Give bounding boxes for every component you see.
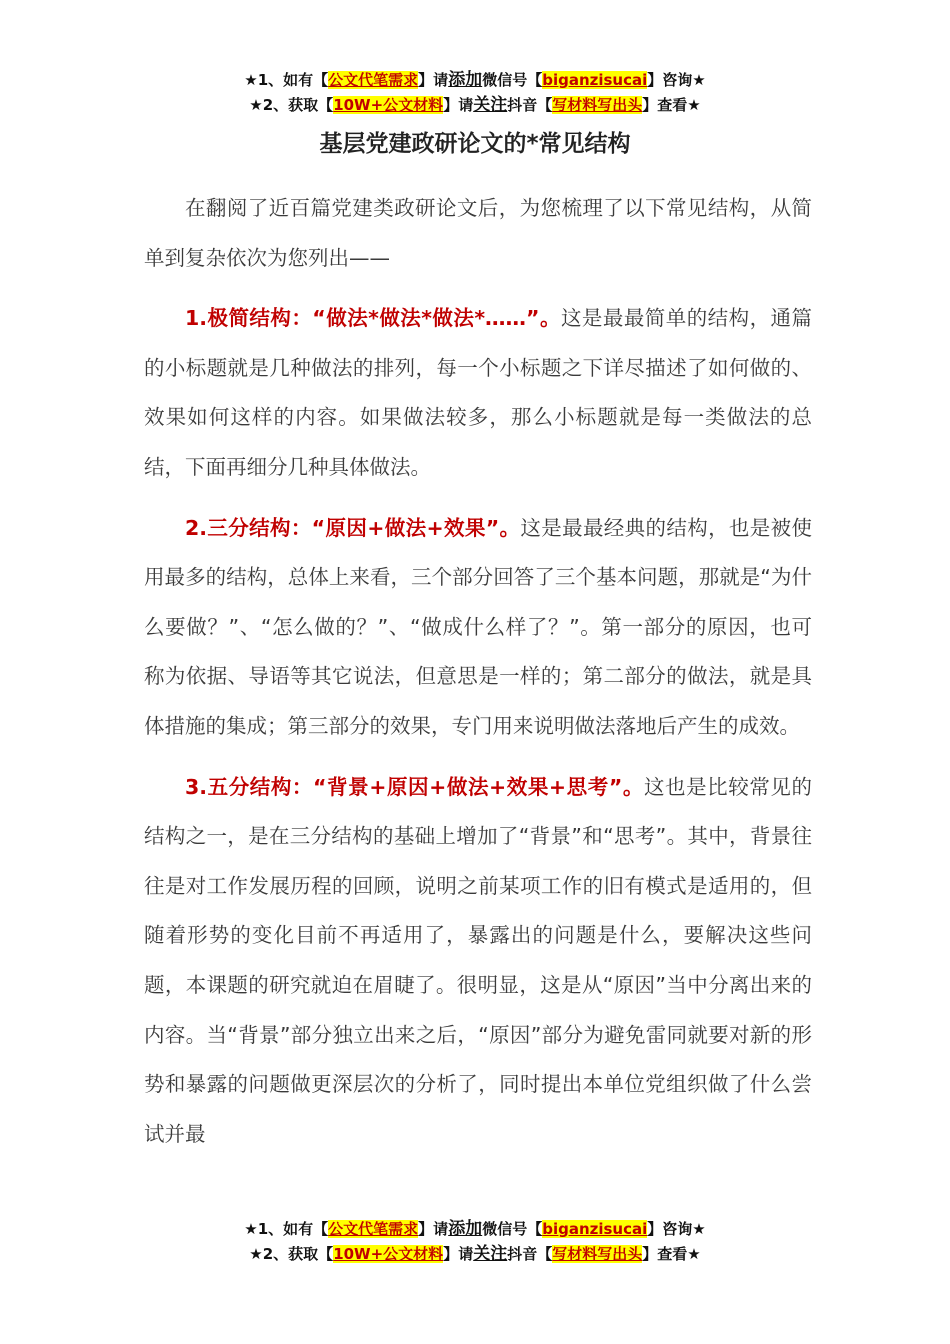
section-heading: 3.五分结构：“背景+原因+做法+效果+思考”。 bbox=[185, 774, 644, 799]
promo-highlight: 10W+公文材料 bbox=[333, 1245, 444, 1263]
promo-line-1: ★1、如有【公文代笔需求】请添加微信号【biganzisucai】咨询★ bbox=[244, 70, 706, 90]
section-paragraph bbox=[144, 763, 812, 1160]
promo-highlight: 10W+公文材料 bbox=[333, 96, 444, 114]
promo-line-1: ★1、如有【公文代笔需求】请添加微信号【biganzisucai】咨询★ bbox=[244, 1219, 706, 1239]
promo-line-2: ★2、获取【10W+公文材料】请关注抖音【写材料写出头】查看★ bbox=[249, 1244, 701, 1264]
section-text: 这是最最简单的结构，通篇的小标题就是几种做法的排列，每一个小标题之下详尽描述了如何做的、效果如何这样的内容。如果做法较多，那么小标题就是每一类做法的总结，下面再细分几种具体做法。 bbox=[144, 306, 812, 479]
douyin-account: 写材料写出头 bbox=[552, 96, 643, 114]
document-title: 基层党建政研论文的*常见结构 bbox=[319, 131, 631, 157]
intro-paragraph: 在翻阅了近百篇党建类政研论文后，为您梳理了以下常见结构，从简单到复杂依次为您列出—— bbox=[144, 196, 812, 270]
section-heading: 2.三分结构：“原因+做法+效果”。 bbox=[185, 515, 521, 540]
douyin-account: 写材料写出头 bbox=[552, 1245, 643, 1263]
section-paragraph bbox=[144, 294, 812, 492]
promo-highlight: 公文代笔需求 bbox=[328, 1220, 419, 1238]
wechat-id: biganzisucai bbox=[542, 71, 648, 89]
document-body bbox=[144, 184, 812, 1159]
promo-emphasis: 关注 bbox=[473, 1244, 508, 1264]
section-heading: 1.极简结构：“做法*做法*做法*……”。 bbox=[185, 306, 561, 331]
promo-banner-top bbox=[0, 68, 950, 118]
section-text: 这也是比较常见的结构之一，是在三分结构的基础上增加了“背景”和“思考”。其中，背景往往是对工作发展历程的回顾，说明之前某项工作的旧有模式是适用的，但随着形势的变化目前不再适用了，暴露出的问题是什么，要解决这些问题，本课题的研究就迫在眉睫了。很明显，这是从“原因”当中分离出来的内容。当“背景”部分独立出来之后，“原因”部分为避免雷同就要对新的形势和暴露的问题做更深层次的分析了，同时提出本单位党组织做了什么尝试并最 bbox=[144, 774, 812, 1146]
promo-line-2: ★2、获取【10W+公文材料】请关注抖音【写材料写出头】查看★ bbox=[249, 95, 701, 115]
section-text: 这是最最经典的结构，也是被使用最多的结构，总体上来看，三个部分回答了三个基本问题，那就是“为什么要做？”、“怎么做的？”、“做成什么样了？”。第一部分的原因，也可称为依据、导语等其它说法，但意思是一样的；第二部分的做法，就是具体措施的集成；第三部分的效果，专门用来说明做法落地后产生的成效。 bbox=[144, 515, 813, 738]
promo-banner-bottom bbox=[0, 1217, 950, 1267]
promo-emphasis: 添加 bbox=[448, 70, 483, 90]
promo-emphasis: 添加 bbox=[448, 1219, 483, 1239]
wechat-id: biganzisucai bbox=[542, 1220, 648, 1238]
section-paragraph bbox=[144, 504, 812, 752]
promo-highlight: 公文代笔需求 bbox=[328, 71, 419, 89]
promo-emphasis: 关注 bbox=[473, 95, 508, 115]
